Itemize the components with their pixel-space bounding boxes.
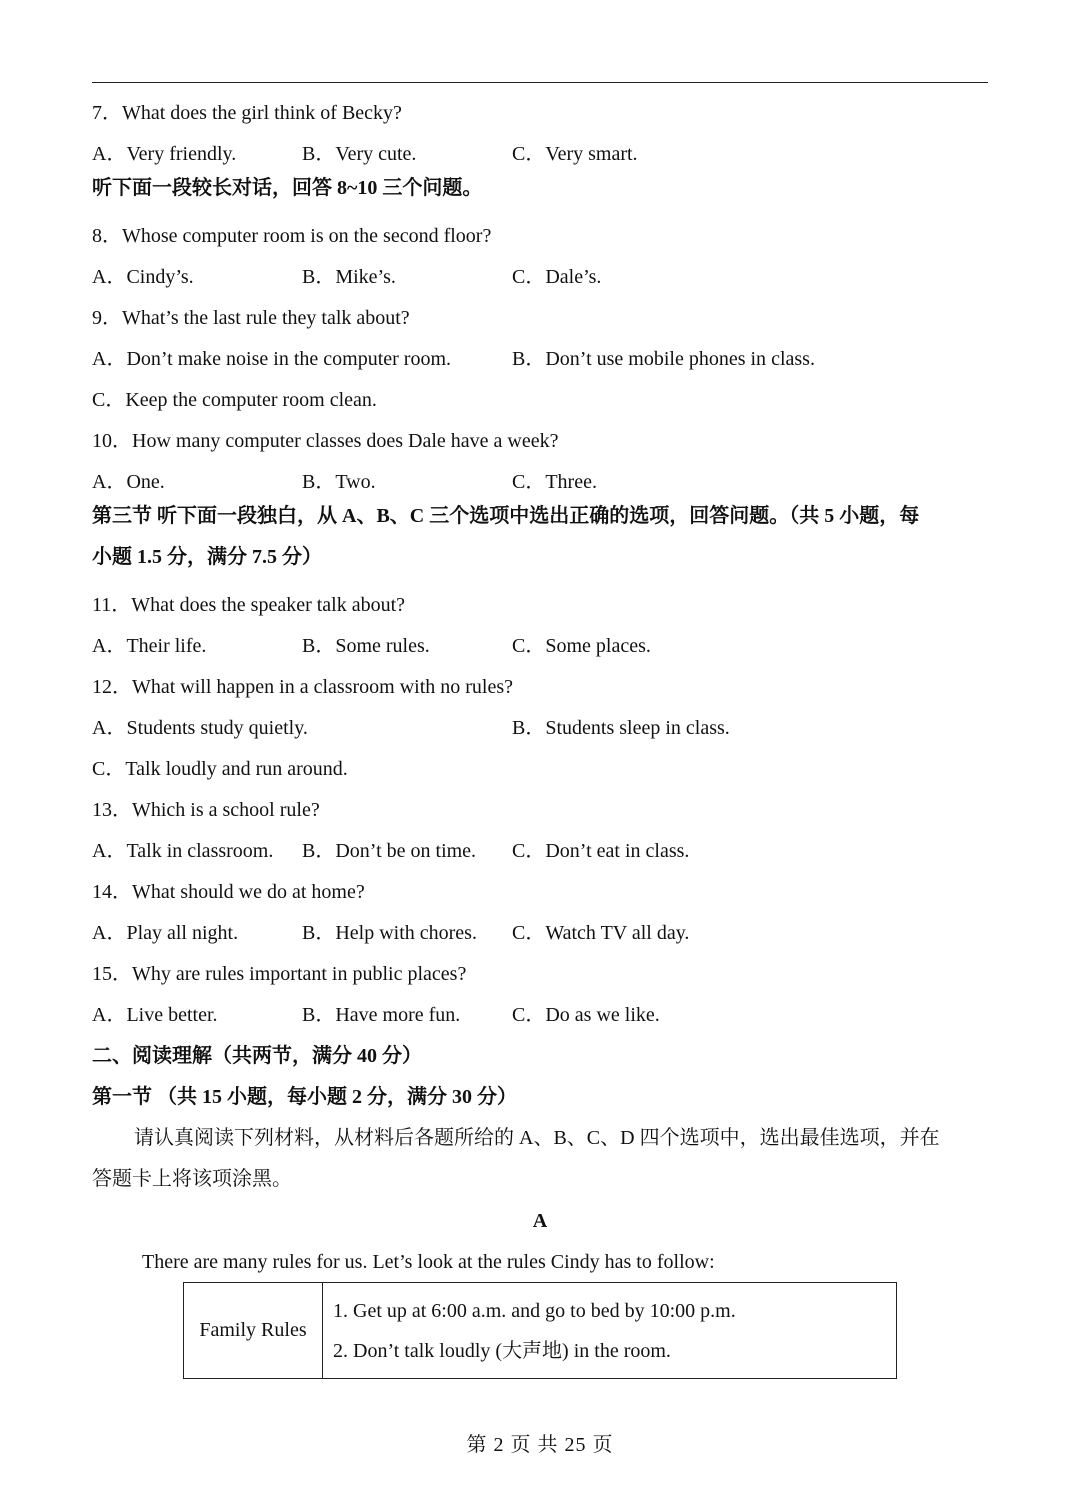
- q13-option-b: B．Don’t be on time.: [302, 840, 477, 862]
- question-8: 8．Whose computer room is on the second floor?: [92, 225, 492, 247]
- q7-option-c: C．Very smart.: [512, 143, 638, 165]
- q13-option-c: C．Don’t eat in class.: [512, 840, 690, 862]
- question-13: 13．Which is a school rule?: [92, 799, 320, 821]
- q10-option-c: C．Three.: [512, 471, 597, 493]
- question-7: 7．What does the girl think of Becky?: [92, 102, 402, 124]
- page-footer: 第 2 页 共 25 页: [466, 1434, 614, 1456]
- family-rules-table: [183, 1282, 897, 1379]
- rule-item-2: 2. Don’t talk loudly (大声地) in the room.: [333, 1339, 671, 1362]
- header-rule: [92, 82, 988, 83]
- section-3-heading-line2: 小题 1.5 分，满分 7.5 分）: [92, 546, 322, 568]
- q12-option-b: B．Students sleep in class.: [512, 717, 730, 739]
- q7-option-b: B．Very cute.: [302, 143, 417, 165]
- q13-option-a: A．Talk in classroom.: [92, 840, 274, 862]
- q10-option-a: A．One.: [92, 471, 165, 493]
- rules-category-cell: Family Rules: [184, 1283, 323, 1379]
- reading-instruction-line1: 请认真阅读下列材料，从材料后各题所给的 A、B、C、D 四个选项中，选出最佳选项，并在: [134, 1127, 940, 1149]
- question-11: 11．What does the speaker talk about?: [92, 594, 406, 616]
- question-9: 9．What’s the last rule they talk about?: [92, 307, 410, 329]
- q8-option-b: B．Mike’s.: [302, 266, 396, 288]
- q8-option-c: C．Dale’s.: [512, 266, 602, 288]
- q11-option-c: C．Some places.: [512, 635, 651, 657]
- q14-option-c: C．Watch TV all day.: [512, 922, 690, 944]
- question-12: 12．What will happen in a classroom with no rules?: [92, 676, 514, 698]
- reading-instruction-line2: 答题卡上将该项涂黑。: [92, 1168, 292, 1190]
- q15-option-c: C．Do as we like.: [512, 1004, 660, 1026]
- section-3-heading-line1: 第三节 听下面一段独白，从 A、B、C 三个选项中选出正确的选项，回答问题。（共 5 小题，每: [92, 505, 920, 527]
- q11-option-b: B．Some rules.: [302, 635, 430, 657]
- dialogue-instruction: 听下面一段较长对话，回答 8~10 三个问题。: [92, 177, 483, 199]
- q8-option-a: A．Cindy’s.: [92, 266, 194, 288]
- passage-label: A: [532, 1210, 548, 1232]
- q11-option-a: A．Their life.: [92, 635, 207, 657]
- reading-section-1-title: 第一节 （共 15 小题，每小题 2 分，满分 30 分）: [92, 1086, 517, 1108]
- q15-option-a: A．Live better.: [92, 1004, 218, 1026]
- passage-intro: There are many rules for us. Let’s look at the rules Cindy has to follow:: [142, 1251, 715, 1273]
- q9-option-a: A．Don’t make noise in the computer room.: [92, 348, 452, 370]
- question-15: 15．Why are rules important in public places?: [92, 963, 467, 985]
- q14-option-a: A．Play all night.: [92, 922, 239, 944]
- q12-option-a: A．Students study quietly.: [92, 717, 308, 739]
- q9-option-c: C．Keep the computer room clean.: [92, 389, 377, 411]
- q14-option-b: B．Help with chores.: [302, 922, 477, 944]
- reading-part-title: 二、阅读理解（共两节，满分 40 分）: [92, 1045, 422, 1067]
- rule-item-1: 1. Get up at 6:00 a.m. and go to bed by 10:00 p.m.: [333, 1299, 736, 1322]
- rules-items-cell: [323, 1283, 897, 1379]
- q10-option-b: B．Two.: [302, 471, 376, 493]
- question-14: 14．What should we do at home?: [92, 881, 365, 903]
- q15-option-b: B．Have more fun.: [302, 1004, 461, 1026]
- q7-option-a: A．Very friendly.: [92, 143, 237, 165]
- q12-option-c: C．Talk loudly and run around.: [92, 758, 348, 780]
- question-10: 10．How many computer classes does Dale have a week?: [92, 430, 559, 452]
- q9-option-b: B．Don’t use mobile phones in class.: [512, 348, 815, 370]
